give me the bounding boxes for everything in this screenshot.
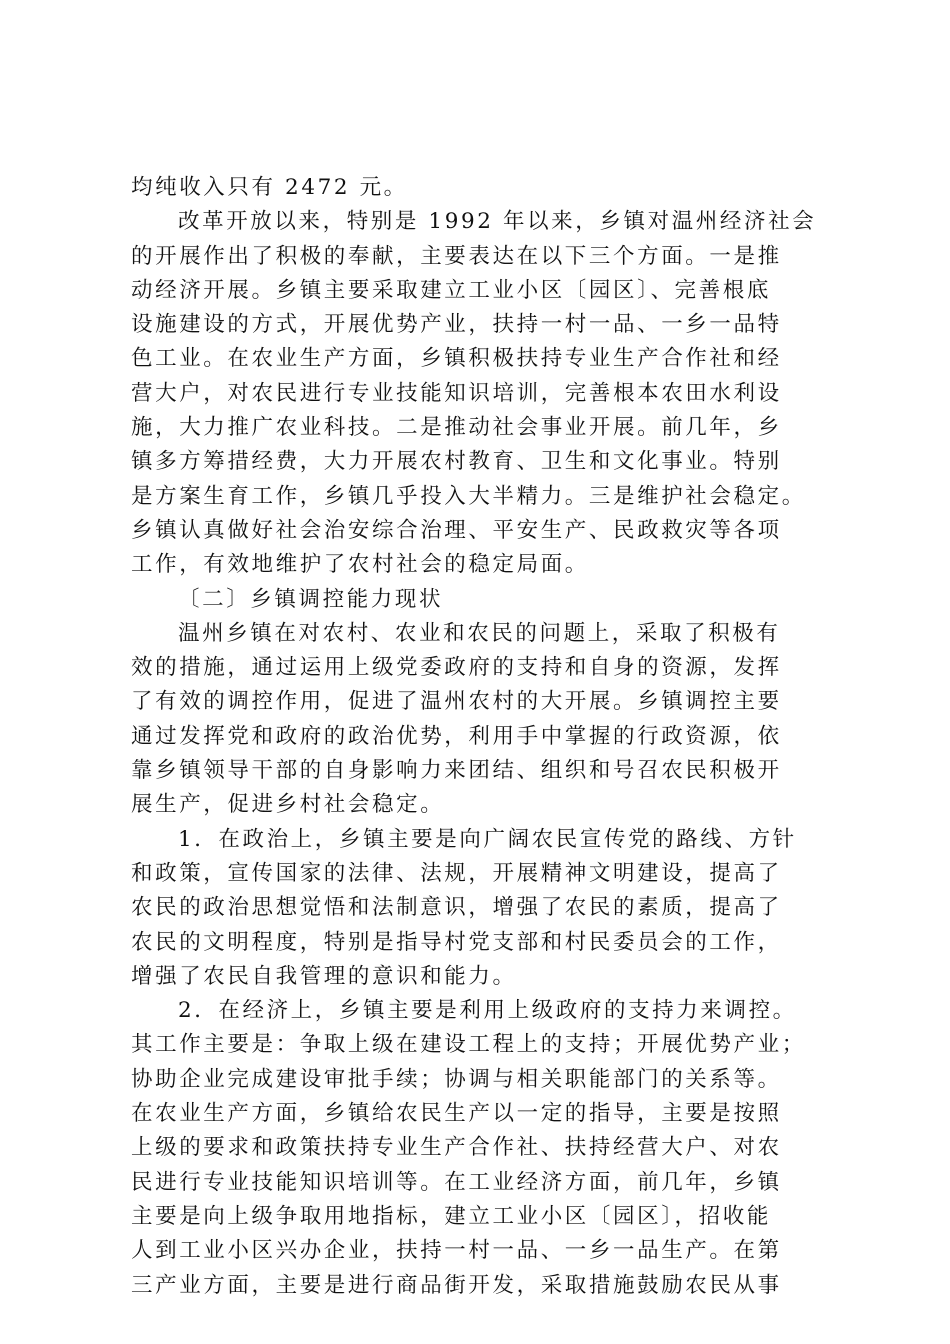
text-line: 改革开放以来，特别是 1992 年以来，乡镇对温州经济社会: [178, 209, 817, 235]
text-line: 效的措施，通过运用上级党委政府的支持和自身的资源，发挥: [131, 655, 782, 681]
text-line: 展生产，促进乡村社会稳定。: [131, 792, 445, 818]
text-line: 工作，有效地维护了农村社会的稳定局面。: [131, 552, 589, 578]
text-line: 色工业。在农业生产方面，乡镇积极扶持专业生产合作社和经: [131, 346, 782, 372]
text-line: 的开展作出了积极的奉献，主要表达在以下三个方面。一是推: [131, 243, 782, 269]
text-line: 是方案生育工作，乡镇几乎投入大半精力。三是维护社会稳定。: [131, 483, 806, 509]
text-line: 在农业生产方面，乡镇给农民生产以一定的指导，主要是按照: [131, 1101, 782, 1127]
text-line: 了有效的调控作用，促进了温州农村的大开展。乡镇调控主要: [131, 689, 782, 715]
document-body: [131, 171, 821, 1303]
text-line: 均纯收入只有 2472 元。: [131, 175, 408, 200]
text-line: 民进行专业技能知识培训等。在工业经济方面，前几年，乡镇: [131, 1169, 782, 1195]
section-heading: 〔二〕乡镇调控能力现状: [178, 586, 444, 612]
text-line: 农民的文明程度，特别是指导村党支部和村民委员会的工作，: [131, 929, 782, 955]
text-line: 镇多方筹措经费，大力开展农村教育、卫生和文化事业。特别: [131, 449, 782, 475]
text-line: 设施建设的方式，开展优势产业，扶持一村一品、一乡一品特: [131, 312, 782, 338]
text-line: 其工作主要是：争取上级在建设工程上的支持；开展优势产业；: [131, 1032, 806, 1058]
text-line: 2．在经济上，乡镇主要是利用上级政府的支持力来调控。: [178, 998, 797, 1024]
text-line: 1．在政治上，乡镇主要是向广阔农民宣传党的路线、方针: [178, 826, 797, 852]
text-line: 和政策，宣传国家的法律、法规，开展精神文明建设，提高了: [131, 860, 782, 886]
text-line: 三产业方面，主要是进行商品街开发，采取措施鼓励农民从事: [131, 1272, 782, 1298]
text-line: 增强了农民自我管理的意识和能力。: [131, 963, 517, 989]
text-line: 温州乡镇在对农村、农业和农民的问题上，采取了积极有: [178, 620, 781, 646]
text-line: 协助企业完成建设审批手续；协调与相关职能部门的关系等。: [131, 1066, 782, 1092]
text-line: 动经济开展。乡镇主要采取建立工业小区〔园区〕、完善根底: [131, 277, 771, 303]
text-line: 农民的政治思想觉悟和法制意识，增强了农民的素质，提高了: [131, 895, 782, 921]
text-line: 人到工业小区兴办企业，扶持一村一品、一乡一品生产。在第: [131, 1238, 782, 1264]
text-line: 乡镇认真做好社会治安综合治理、平安生产、民政救灾等各项: [131, 517, 782, 543]
text-line: 上级的要求和政策扶持专业生产合作社、扶持经营大户、对农: [131, 1135, 782, 1161]
text-line: 靠乡镇领导干部的自身影响力来团结、组织和号召农民积极开: [131, 758, 782, 784]
text-line: 营大户，对农民进行专业技能知识培训，完善根本农田水利设: [131, 380, 782, 406]
text-line: 施，大力推广农业科技。二是推动社会事业开展。前几年，乡: [131, 415, 782, 441]
text-line: 通过发挥党和政府的政治优势，利用手中掌握的行政资源，依: [131, 723, 782, 749]
text-line: 主要是向上级争取用地指标，建立工业小区〔园区〕，招收能: [131, 1203, 771, 1229]
